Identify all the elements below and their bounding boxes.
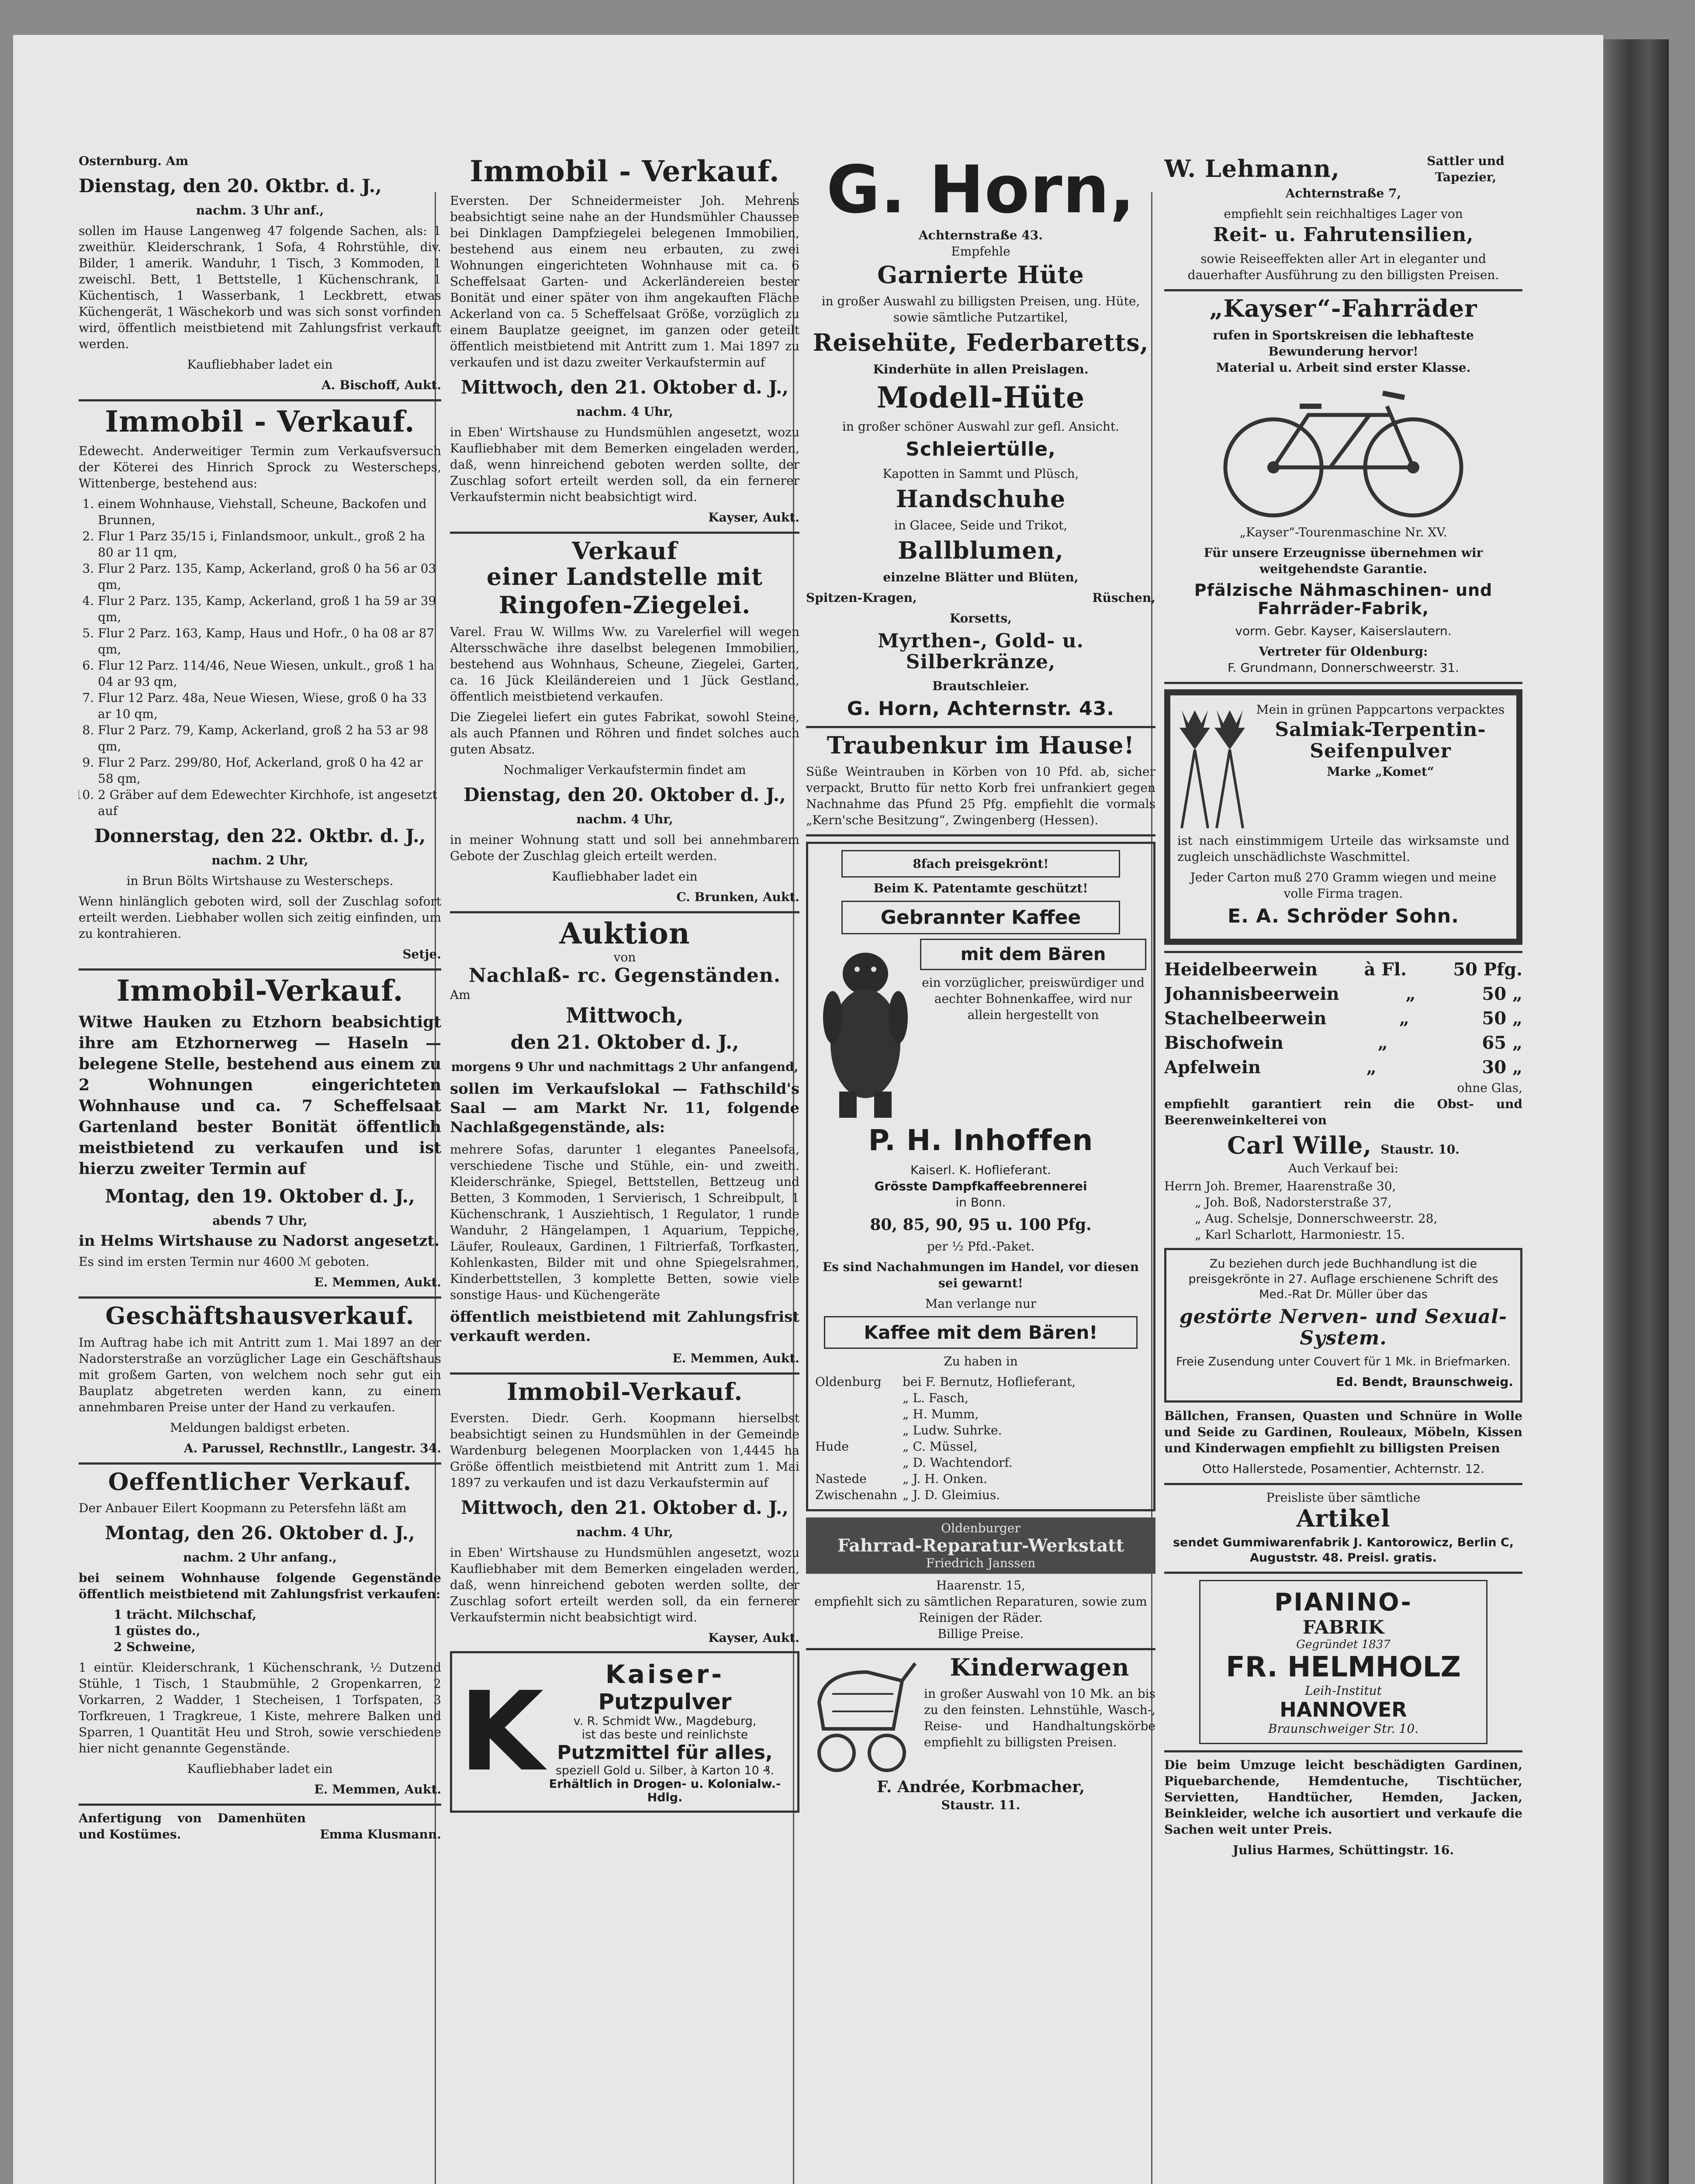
ad-signature: Emma Klusmann. (320, 1827, 441, 1842)
list-item (815, 1390, 1146, 1406)
ad-text: sendet Gummiwarenfabrik J. Kantorowicz, Berlin C, Auguststr. 48. Preisl. gratis. (1173, 1536, 1514, 1565)
divider (1164, 682, 1522, 684)
product-name: Putzpulver (598, 1689, 732, 1715)
ad-text: Jeder Carton muß 270 Gramm wiegen und meine volle Firma tragen. (1190, 870, 1497, 901)
ad-time: nachm. 3 Uhr anf., (196, 203, 324, 218)
ad-closing: Kaufliebhaber ladet ein (187, 357, 333, 372)
hallerstede-ad (1164, 1408, 1522, 1477)
list-item (1164, 957, 1522, 982)
divider (79, 1804, 441, 1806)
maker: v. R. Schmidt Ww., Magdeburg, (573, 1714, 757, 1728)
ad-body: Nochmaliger Verkaufstermin findet am (503, 762, 746, 777)
ad-time: nachm. 4 Uhr, (576, 404, 673, 419)
immobil-verkauf-eversten-mehrens (450, 156, 799, 525)
divider (79, 1296, 441, 1299)
ad-headline: Schleiertülle, (906, 438, 1056, 461)
ad-date: Dienstag, den 20. Oktober d. J., (464, 784, 786, 805)
maker-name: P. H. Inhoffen (868, 1123, 1093, 1158)
column-2 (450, 153, 799, 1818)
parcel-list (79, 496, 441, 819)
ad-title: Immobil-Verkauf. (506, 1377, 743, 1406)
shop-footer: G. Horn, Achternstr. 43. (847, 698, 1115, 720)
dealer-place: Oldenburg (815, 1374, 882, 1389)
ad-body: in Eben' Wirtshause zu Hundsmühlen angesetzt, wozu Kaufliebhaber mit dem Bemerken eingeladen werden, daß, wenn hinreichend geboten werden sollte, der Zuschlag sofort erteilt werden soll, da ein fernerer Verkaufstermin nicht beabsichtigt wird. (450, 1545, 799, 1625)
column-3 (806, 153, 1155, 1818)
wine-price: 30 „ (1482, 1057, 1522, 1078)
ad-text: sowie Reiseeffekten aller Art in eleganter und dauerhafter Ausführung zu den billigsten Preisen. (1187, 252, 1499, 283)
ad-intro: Der Anbauer Eilert Koopmann zu Petersfehn läßt am (79, 1500, 407, 1515)
ad-title: „Kayser“-Fahrräder (1209, 294, 1477, 323)
wine-price: 50 „ (1482, 983, 1522, 1004)
dealer-place (815, 1390, 903, 1406)
traubenkur-ad (806, 733, 1155, 828)
ad-time: abends 7 Uhr, (212, 1213, 308, 1228)
auktion-nachlass (450, 918, 799, 1366)
ad-signature: C. Brunken, Aukt. (676, 889, 799, 904)
brand-name: FR. HELMHOLZ (1226, 1651, 1461, 1684)
ad-headline: Garnierte Hüte (877, 261, 1084, 289)
ad-signature: E. Memmen, Aukt. (672, 1351, 799, 1365)
ad-note: Es sind im ersten Termin nur 4600 ℳ geboten. (79, 1254, 370, 1269)
ad-text: Für unsere Erzeugnisse übernehmen wir weitgehendste Garantie. (1204, 545, 1483, 576)
werkstatt-banner (806, 1517, 1155, 1574)
shop-name: Carl Wille, (1227, 1131, 1372, 1159)
ad-signature: F. Andrée, Korbmacher, (876, 1777, 1085, 1796)
list-item: 2 Schweine, (114, 1639, 196, 1654)
ad-date: Montag, den 26. Oktober d. J., (105, 1522, 415, 1544)
divider (450, 532, 799, 534)
list-item (815, 1455, 1146, 1471)
warning-text: Es sind Nachahmungen im Handel, vor diesen sei gewarnt! (822, 1259, 1139, 1290)
list-item (815, 1471, 1146, 1487)
ad-headline: Pfälzische Nähmaschinen- und Fahrräder-Fabrik, (1194, 580, 1493, 618)
list-item: 10. 2 Gräber auf dem Edewechter Kirchhofe, ist angesetzt auf (98, 787, 441, 819)
bear-illustration (815, 939, 916, 1122)
ad-signature: E. Memmen, Aukt. (314, 1782, 441, 1797)
ad-text: Vertreter für Oldenburg: (1259, 644, 1428, 659)
ad-date: Donnerstag, den 22. Oktbr. d. J., (94, 825, 426, 847)
ad-text: speziell Gold u. Silber, à Karton 10 ₰. (555, 1764, 775, 1778)
ad-place: in Helms Wirtshause zu Nadorst angesetzt. (79, 1232, 439, 1250)
list-item: 8. Flur 2 Parz. 79, Kamp, Ackerland, groß 2 ha 53 ar 98 qm, (98, 722, 441, 754)
auction-ad-osternburg (79, 153, 441, 393)
ad-time: morgens 9 Uhr und nachmittags 2 Uhr anfangend, (451, 1059, 799, 1074)
dealer-place (815, 1455, 903, 1471)
comet-logo-illustration (1177, 702, 1247, 833)
ad-body: Eversten. Diedr. Gerh. Koopmann hierselbst beabsichtigt seinen zu Hundsmühlen in der Gemeinde Wardenburg belegenen Moorplacken von 1,4445 ha Größe öffentlich meistbietend mit Antritt zum 1. Mai 1897 zu verkaufen und ist dazu Verkaufstermin auf (450, 1411, 799, 1490)
list-item (815, 1374, 1146, 1390)
ad-text: einzelne Blätter und Blüten, (883, 570, 1079, 584)
kaiser-putzpulver-ad (450, 1651, 799, 1813)
list-item: 4. Flur 2 Parz. 135, Kamp, Ackerland, groß 1 ha 59 ar 39 qm, (98, 593, 441, 625)
column-1 (79, 153, 441, 1847)
list-item: 5. Flur 2 Parz. 163, Kamp, Haus und Hofr., 0 ha 08 ar 87 qm, (98, 625, 441, 657)
wine-name: Johannisbeerwein (1164, 983, 1339, 1004)
ad-text: Rüschen, (1092, 590, 1155, 605)
dealer-place: Nastede (815, 1471, 867, 1486)
ad-place: sollen im Verkaufslokal — Fathschild's Saal — am Markt Nr. 11, folgende Nachlaßgegenstände, als: (450, 1080, 799, 1136)
divider (1164, 951, 1522, 953)
bicycle-illustration (1221, 380, 1466, 524)
ad-signature: Kayser, Aukt. (708, 510, 799, 525)
wine-unit: „ (1366, 1057, 1377, 1078)
ad-signature: A. Bischoff, Aukt. (321, 378, 441, 392)
book-spine (1603, 39, 1669, 2184)
ad-text: Grösste Dampfkaffeebrennerei (874, 1178, 1087, 1193)
dealer-name: „ D. Wachtendorf. (903, 1455, 1013, 1470)
ad-signature: Julius Harmes, Schüttingstr. 16. (1232, 1843, 1454, 1858)
shop-address: Staustr. 10. (1380, 1142, 1460, 1157)
ad-subtitle: Nachlaß- rc. Gegenständen. (468, 964, 781, 987)
list-item: „ Aug. Schelsje, Donnerschweerstr. 28, (1195, 1211, 1438, 1226)
damenhuete-ad (79, 1810, 441, 1847)
ad-time: nachm. 2 Uhr anfang., (183, 1550, 337, 1565)
ad-text: empfiehlt sein reichhaltiges Lager von (1224, 207, 1463, 221)
ad-body: Die beim Umzuge leicht beschädigten Gardinen, Piquebarchende, Hemdentuche, Tischtücher, Servietten, Handtücher, Hemden, Jacken, Beinkleider, welche ich ausortiert und verkaufe die Sachen weit unter Preis. (1164, 1758, 1522, 1837)
ad-text: Korsetts, (949, 611, 1012, 625)
ad-title: einer Landstelle mit (486, 562, 763, 591)
pram-illustration (806, 1655, 920, 1777)
ad-headline: Artikel (1296, 1504, 1391, 1532)
price-list: 80, 85, 90, 95 u. 100 Pfg. (870, 1215, 1092, 1234)
ad-body: empfiehlt sich zu sämtlichen Reparaturen, sowie zum Reinigen der Räder. (814, 1594, 1147, 1625)
brand-name: Kaiser- (605, 1659, 725, 1690)
ad-headline: Ballblumen, (898, 536, 1064, 565)
ad-signature: A. Parussel, Rechnstllr., Langestr. 34. (183, 1441, 441, 1455)
immobil-verkauf-edewecht (79, 406, 441, 962)
divider (79, 1462, 441, 1465)
ad-text: Kinderhüte in allen Preislagen. (873, 362, 1089, 377)
product-box-2 (824, 1316, 1138, 1349)
brand-address: Braunschweiger Str. 10. (1268, 1721, 1419, 1736)
ad-headline: Handschuhe (896, 484, 1066, 513)
ad-row (806, 590, 1155, 610)
shop-address: Achternstraße 43. (918, 228, 1043, 242)
list-item: 6. Flur 12 Parz. 114/46, Neue Wiesen, unkult., groß 1 ha 04 ar 93 qm, (98, 657, 441, 690)
wine-name: Bischofwein (1164, 1032, 1284, 1053)
kantorowicz-ad (1164, 1489, 1522, 1565)
ad-text: Erhältlich in Drogen- u. Kolonialw.-Hdlg. (549, 1777, 781, 1805)
product-name: Kaffee mit dem Bären! (864, 1321, 1098, 1343)
ad-headline: Putzmittel für alles, (557, 1742, 773, 1764)
carl-wille-wein-ad (1164, 951, 1522, 1243)
shop-trade: Sattler und Tapezier, (1427, 154, 1505, 184)
list-item: 1 güstes do., (114, 1623, 201, 1638)
ad-body: Witwe Hauken zu Etzhorn beabsichtigt ihre am Etzhornerweg — Haseln — belegene Stelle, bestehend aus einem zu 2 Wohnungen eingerichteten Wohnhause und ca. 7 Scheffelsaat Gartenland bester Bonität öffentlich meistbietend zu verkaufen und ist hierzu zweiter Termin auf (79, 1013, 441, 1178)
ad-text: empfiehlt garantiert rein die Obst- und Beerenweinkelterei von (1164, 1096, 1522, 1127)
ad-text: in großer schöner Auswahl zur gefl. Ansicht. (842, 419, 1120, 434)
ad-body: Die Ziegelei liefert ein gutes Fabrikat, sowohl Steine, als auch Pfannen und Röhren und findet solches auch guten Absatz. (450, 709, 799, 757)
ad-body: Varel. Frau W. Willms Ww. zu Varelerfiel will wegen Altersschwäche ihre daselbst belegenen Immobilien, bestehend aus Wohnhaus, Scheune, Ziegelei, Garten, ca. 16 Jück Kleiländereien und 1 Jück Gestland, öffentlich meistbietend verkaufen. (450, 624, 799, 704)
wine-name: Apfelwein (1164, 1057, 1261, 1078)
dealer-place: Hude (815, 1439, 849, 1454)
ad-body: Im Auftrag habe ich mit Antritt zum 1. Mai 1897 an der Nadorsterstraße an vorzüglicher Lage ein Geschäftshaus mit großem Garten, von welchem noch sehr gut ein Bauplatz abgetreten werden kann, zu einem annehmbaren Preise unter der Hand zu verkaufen. (79, 1335, 441, 1414)
ad-signature: Setje. (402, 947, 441, 961)
divider (1164, 289, 1522, 291)
dealer-list (815, 1374, 1146, 1503)
list-item (815, 1487, 1146, 1503)
ad-closing: Kaufliebhaber ladet ein (187, 1761, 333, 1776)
ad-body: Anfertigung von Damenhüten und Kostümes. (79, 1811, 306, 1842)
dealer-name: „ L. Fasch, (903, 1390, 969, 1405)
ad-text: in Bonn. (955, 1195, 1006, 1209)
ad-headline: Modell-Hüte (876, 380, 1085, 415)
ad-text: Am (450, 987, 470, 1002)
ad-body: in Eben' Wirtshause zu Hundsmühlen angesetzt, wozu Kaufliebhaber mit dem Bemerken eingeladen werden, daß, wenn hinreichend geboten werden sollte, der Zuschlag sofort erteilt werden soll, da ein fernerer Verkaufstermin nicht beabsichtigt wird. (450, 425, 799, 504)
shop-address: Staustr. 11. (941, 1797, 1020, 1812)
divider (806, 1648, 1155, 1650)
ad-text: F. Grundmann, Donnerschweerstr. 31. (1228, 660, 1459, 675)
product-box (841, 901, 1120, 934)
ad-text: Billige Preise. (937, 1626, 1024, 1641)
brand-line: Gegründet 1837 (1296, 1638, 1391, 1652)
award-text: 8fach preisgekrönt! (913, 857, 1049, 871)
divider (450, 911, 799, 913)
g-horn-ad (806, 153, 1155, 720)
list-item: „ Karl Scharlott, Harmoniestr. 15. (1195, 1227, 1405, 1242)
ad-text: von (613, 950, 636, 965)
immobil-verkauf-etzhorn (79, 975, 441, 1291)
divider (1164, 1750, 1522, 1752)
ad-body: Bällchen, Fransen, Quasten und Schnüre in Wolle und Seide zu Gardinen, Rouleaux, Möbeln, Kissen und Kinderwagen empfiehlt zu billigsten Preisen (1164, 1408, 1522, 1455)
ad-time: nachm. 4 Uhr, (576, 812, 673, 826)
wine-unit: „ (1399, 1008, 1409, 1029)
brand-name: Marke „Komet“ (1327, 764, 1434, 779)
bear-box (920, 939, 1146, 970)
wine-name: Heidelbeerwein (1164, 959, 1318, 980)
ad-text: Mein in grünen Pappcartons verpacktes (1256, 702, 1505, 717)
ad-text: ohne Glas, (1457, 1080, 1522, 1095)
ad-body: sollen im Hause Langenweg 47 folgende Sachen, als: 1 zweithür. Kleiderschrank, 1 Sofa, 4 Rohrstühle, div. Bilder, 1 amerik. Wanduhr, 1 Tisch, 3 Kommoden, 1 zweischl. Bett, 1 Bettstelle, 1 Küchenschrank, 1 Küchentisch, 1 Wasserbank, 1 Leckbrett, etwas Küchengerät, 1 Wäschekorb und was sich sonst vorfinden wird, öffentlich meistbietend mit Zahlungsfrist verkauft werden. (79, 224, 441, 351)
lehmann-ad (1164, 153, 1522, 283)
column-4 (1164, 153, 1522, 1863)
ad-signature: E. A. Schröder Sohn. (1228, 905, 1459, 928)
list-item: 7. Flur 12 Parz. 48a, Neue Wiesen, Wiese, groß 0 ha 33 ar 10 qm, (98, 690, 441, 722)
dealer-name: bei F. Bernutz, Hoflieferant, (903, 1374, 1076, 1389)
ad-headline: Reit- u. Fahrutensilien, (1213, 224, 1474, 246)
divider (450, 1372, 799, 1375)
ad-date: Dienstag, den 20. Oktbr. d. J., (79, 175, 382, 197)
ad-text: Kapotten in Sammt und Plüsch, (882, 466, 1079, 481)
kayser-fahrraeder-ad (1164, 296, 1522, 676)
list-item (815, 1406, 1146, 1422)
inhoffen-kaffee-ad (806, 842, 1155, 1511)
ad-time: nachm. 4 Uhr, (576, 1525, 673, 1540)
list-item: Herrn Joh. Bremer, Haarenstraße 30, (1164, 1179, 1396, 1194)
wine-name: Stachelbeerwein (1164, 1008, 1327, 1029)
list-item (1164, 1055, 1522, 1080)
ad-body: in großer Auswahl von 10 Mk. an bis zu den feinsten. Lehnstühle, Wasch-, Reise- und Handhaltungskörbe empfiehlt zu billigsten Preisen. (924, 1686, 1155, 1750)
wine-price: 50 „ (1482, 1008, 1522, 1029)
ad-body: bei seinem Wohnhause folgende Gegenstände öffentlich meistbietend mit Zahlungsfrist verkaufen: (79, 1570, 441, 1601)
divider (1164, 1572, 1522, 1574)
banner-line: Friedrich Janssen (926, 1555, 1036, 1570)
ad-title: Verkauf (572, 536, 678, 565)
maker-title: Kaiserl. K. Hoflieferant. (910, 1162, 1052, 1177)
divider (806, 726, 1155, 728)
dealer-name: „ Ludw. Suhrke. (903, 1423, 1002, 1438)
list-item: 1. einem Wohnhause, Viehstall, Scheune, Backofen und Brunnen, (98, 496, 441, 528)
list-item: 2. Flur 1 Parz 35/15 i, Finlandsmoor, unkult., groß 2 ha 80 ar 11 qm, (98, 528, 441, 560)
ad-headline: Salmiak-Terpentin-Seifenpulver (1275, 719, 1486, 762)
ad-body: mehrere Sofas, darunter 1 elegantes Paneelsofa, verschiedene Tische und Stühle, ein- und zweith. Kleiderschränke, Spiegel, Bettstellen, Bettzeug und Betten, 3 Kommoden, 1 Servierisch, 1 Schreibpult, 1 Küchenschrank, 1 Ausziehtisch, 1 Regulator, 1 runde Wanduhr, 2 Hängelampen, 1 Aquarium, Teppiche, Läufer, Rouleaux, Gardinen, 1 Filtrierfaß, Torfkasten, Kohlenkasten, Bilder mit und ohne Spiegelsrahmen, Kinderbettstellen, 3 komplette Betten, sowie viele sonstige Haus- und Küchengeräte (450, 1142, 799, 1302)
ad-text: Man verlange nur (925, 1296, 1037, 1311)
ad-signature: Kayser, Aukt. (708, 1631, 799, 1645)
ad-headline: gestörte Nerven- und Sexual-System. (1179, 1306, 1508, 1349)
ad-title: Immobil-Verkauf. (116, 973, 404, 1008)
ad-time: nachm. 2 Uhr, (211, 853, 308, 867)
shop-name: W. Lehmann, (1164, 155, 1340, 183)
image-caption: „Kayser“-Tourenmaschine Nr. XV. (1239, 525, 1447, 539)
ad-text: in Glacee, Seide und Trikot, (894, 518, 1068, 533)
ad-text: Auch Verkauf bei: (1288, 1161, 1399, 1176)
fahrrad-werkstatt-ad (806, 1517, 1155, 1642)
oeffentlicher-verkauf (79, 1469, 441, 1797)
list-item: „ Joh. Boß, Nadorsterstraße 37, (1195, 1195, 1392, 1210)
wine-price: 65 „ (1482, 1032, 1522, 1053)
ad-text: Freie Zusendung unter Couvert für 1 Mk. in Briefmarken. (1176, 1355, 1511, 1368)
ad-body: Eversten. Der Schneidermeister Joh. Mehrens beabsichtigt seine nahe an der Hundsmühler Chaussee bei Dinklagen Dampfziegelei belegenen Immobilien, bestehend aus einem neu erbauten, zu zwei Wohnungen eingerichteten Wohnhause mit ca. 6 Scheffelsaat Garten- und Ackerländereien bester Bonität und einer später von ihm angekauften Fläche Ackerland von ca. 5 Scheffelsaat Größe, vorzüglich zu einem Bauplatze geeignet, im ganzen oder geteilt öffentlich meistbietend mit Antritt zum 1. Mai 1897 zu verkaufen und ist dazu zweiter Verkaufstermin auf (450, 193, 799, 370)
dealer-name: „ H. Mumm, (903, 1406, 979, 1421)
dealer-place (815, 1422, 903, 1438)
ad-body: öffentlich meistbietend mit Zahlungsfrist verkauft werden. (450, 1308, 799, 1345)
ad-text: in großer Auswahl zu billigsten Preisen, ung. Hüte, sowie sämtliche Putzartikel, (821, 294, 1140, 325)
nerven-system-ad (1164, 1248, 1522, 1403)
kinderwagen-ad (806, 1655, 1155, 1813)
ad-title: Geschäftshausverkauf. (105, 1302, 415, 1330)
divider (1164, 1483, 1522, 1485)
ad-body: in meiner Wohnung statt und soll bei annehmbarem Gebote der Zuschlag gleich erteilt werden. (450, 832, 799, 863)
shop-address: Achternstraße 7, (1285, 186, 1401, 200)
ad-day: Mittwoch, (566, 1003, 684, 1028)
ad-signature: Otto Hallerstede, Posamentier, Achternstr. 12. (1202, 1461, 1485, 1476)
product-name: Gebrannter Kaffee (880, 906, 1081, 929)
verkauf-landstelle (450, 538, 799, 905)
list-item: 1 trächt. Milchschaf, (114, 1607, 257, 1622)
ad-title: Ringofen-Ziegelei. (498, 591, 751, 619)
ad-text: Brautschleier. (932, 679, 1029, 694)
ad-date: Montag, den 19. Oktober d. J., (105, 1185, 415, 1207)
ad-text: Spitzen-Kragen, (806, 590, 917, 605)
wine-price: 50 Pfg. (1453, 959, 1522, 980)
brand-line: Leih-Institut (1305, 1683, 1382, 1698)
ad-text: rufen in Sportskreisen die lebhafteste Bewunderung hervor! (1213, 328, 1474, 359)
ad-headline: Reisehüte, Federbaretts, (813, 328, 1149, 357)
ad-headline: Myrthen-, Gold- u. Silberkränze, (878, 629, 1084, 673)
brand-city: HANNOVER (1280, 1698, 1407, 1722)
dealer-name: „ C. Müssel, (903, 1439, 978, 1454)
ad-text: Preisliste über sämtliche (1266, 1490, 1421, 1505)
divider (79, 399, 441, 401)
ad-text: Zu beziehen durch jede Buchhandlung ist die preisgekrönte in 27. Auflage erschienene Schrift des Med.-Rat Dr. Müller über das (1188, 1257, 1498, 1302)
divider (79, 968, 441, 971)
banner-line: Oldenburger (941, 1521, 1020, 1535)
ad-title: Traubenkur im Hause! (827, 731, 1135, 759)
ad-text: vorm. Gebr. Kayser, Kaiserslautern. (1235, 624, 1452, 639)
dealer-name: „ J. D. Gleimius. (903, 1487, 1000, 1502)
wine-unit: „ (1405, 983, 1416, 1004)
list-item: 3. Flur 2 Parz. 135, Kamp, Ackerland, groß 0 ha 56 ar 03 qm, (98, 560, 441, 593)
ad-signature: E. Memmen, Aukt. (314, 1275, 441, 1290)
geschaeftshaus-verkauf (79, 1303, 441, 1456)
ad-title: Kinderwagen (950, 1653, 1130, 1681)
ad-date: den 21. Oktober d. J., (510, 1031, 739, 1054)
ad-title: Immobil - Verkauf. (470, 154, 780, 188)
harmes-ad (1164, 1757, 1522, 1858)
ad-title: Oeffentlicher Verkauf. (108, 1467, 412, 1496)
ad-text: ist nach einstimmigem Urteile das wirksamste und zugleich unschädlichste Waschmittel. (1177, 833, 1509, 864)
ad-signature: Ed. Bendt, Braunschweig. (1336, 1374, 1513, 1389)
ad-intro: Edewecht. Anderweitiger Termin zum Verkaufsversuch der Köterei des Hinrich Sprock zu Westerscheps, Wittenberge, bestehend aus: (79, 443, 441, 491)
ad-date: Mittwoch, den 21. Oktober d. J., (460, 1497, 789, 1519)
brand-line: PIANINO- (1274, 1588, 1412, 1617)
list-item (815, 1438, 1146, 1455)
ad-text: Material u. Arbeit sind erster Klasse. (1216, 360, 1471, 375)
dealer-name: „ J. H. Onken. (903, 1471, 987, 1486)
bear-row (815, 939, 1146, 1122)
award-box (841, 850, 1120, 878)
ad-title: Immobil - Verkauf. (105, 404, 415, 439)
ad-closing: Kaufliebhaber ladet ein (552, 869, 698, 884)
ad-text: Empfehle (951, 244, 1010, 259)
shop-address: Haarenstr. 15, (936, 1578, 1026, 1593)
ad-text: Zu haben in (944, 1354, 1018, 1368)
dealer-place (815, 1406, 903, 1422)
immobil-verkauf-eversten-koopmann (450, 1379, 799, 1646)
product-subname: mit dem Bären (960, 944, 1106, 965)
wine-unit: „ (1377, 1032, 1388, 1053)
ad-body: 1 eintür. Kleiderschrank, 1 Küchenschrank, ½ Dutzend Stühle, 1 Tisch, 1 Staubmühle, 2 Gropenkarren, 2 Vorkarren, 2 Wadder, 1 Stecheisen, 1 Torfspaten, 3 Torfkreuen, 1 Tragkreue, 1 Kiste, mehrere Balken und Sparren, 1 Quantität Heu und Stroh, sowie verschiedene hier nicht genannte Gegenstände. (79, 1660, 441, 1755)
ad-place: in Brun Bölts Wirtshause zu Westerscheps. (126, 873, 394, 888)
ad-text: ein vorzüglicher, preiswürdiger und aechter Bohnenkaffee, wird nur allein hergestellt von (922, 975, 1145, 1023)
shop-name: G. Horn, (826, 153, 1135, 228)
ad-date: Mittwoch, den 21. Oktober d. J., (460, 376, 789, 398)
list-item (815, 1422, 1146, 1438)
ad-text: ist das beste und reinlichste (581, 1728, 748, 1742)
ad-closing: Meldungen baldigst erbeten. (170, 1420, 350, 1435)
wine-unit: à Fl. (1364, 959, 1407, 980)
banner-title: Fahrrad-Reparatur-Werkstatt (837, 1535, 1124, 1556)
divider (806, 834, 1155, 836)
dealer-place: Zwischenahn (815, 1487, 897, 1502)
newspaper-page (13, 35, 1603, 2184)
list-item: 9. Flur 2 Parz. 299/80, Hof, Ackerland, groß 0 ha 42 ar 58 qm, (98, 754, 441, 787)
ad-body: Wenn hinlänglich geboten wird, soll der Zuschlag sofort erteilt werden. Liebhaber wollen sich zeitig einfinden, um zu kontrahieren. (79, 894, 441, 941)
list-item (1164, 982, 1522, 1006)
brand-line: FABRIK (1302, 1617, 1384, 1638)
ad-place: Osternburg. Am (79, 154, 189, 168)
ad-text: per ½ Pfd.-Paket. (927, 1239, 1035, 1254)
kaiser-logo-letter: K (459, 1668, 544, 1796)
ad-body: Süße Weintrauben in Körben von 10 Pfd. ab, sicher verpackt, Brutto für netto Korb frei unfrankiert gegen Nachnahme das Pfund 25 Pfg. empfiehlt die vormals „Kern'sche Besitzung“, Zwingenberg (Hessen). (806, 764, 1155, 828)
patent-text: Beim K. Patentamte geschützt! (873, 881, 1088, 896)
helmholz-pianino-ad (1199, 1580, 1487, 1744)
list-item (1164, 1006, 1522, 1031)
ad-title: Auktion (559, 916, 690, 950)
list-item (1164, 1031, 1522, 1055)
schroeder-seifenpulver-ad (1164, 689, 1522, 944)
